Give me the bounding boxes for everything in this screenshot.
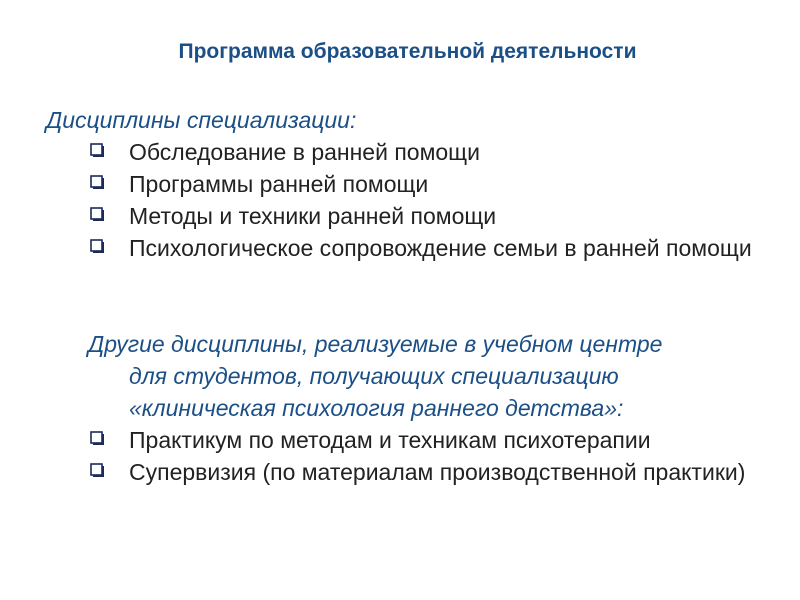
checkbox-bullet-icon <box>90 463 104 477</box>
list-item-text: Психологическое сопровождение семьи в ранней помощи <box>129 235 752 261</box>
section-heading-line: Другие дисциплины, реализуемые в учебном центре <box>88 331 663 357</box>
list-item <box>90 200 780 232</box>
section-heading-specialization: Дисциплины специализации: <box>46 107 357 133</box>
specialization-list <box>90 136 780 264</box>
list-item-text: Программы ранней помощи <box>129 171 429 197</box>
list-item <box>90 456 780 488</box>
section-heading-line: «клиническая психология раннего детства»: <box>129 395 624 421</box>
list-item-text: Методы и техники ранней помощи <box>129 203 497 229</box>
list-item-text: Супервизия (по материалам производственной практики) <box>129 459 746 485</box>
checkbox-bullet-icon <box>90 207 104 221</box>
section-heading-line: для студентов, получающих специализацию <box>129 363 619 389</box>
list-item <box>90 136 780 168</box>
checkbox-bullet-icon <box>90 431 104 445</box>
checkbox-bullet-icon <box>90 239 104 253</box>
section-heading-other-disciplines <box>88 328 778 424</box>
list-item-text: Обследование в ранней помощи <box>129 139 480 165</box>
list-item <box>90 232 780 264</box>
other-disciplines-list <box>90 424 780 488</box>
list-item <box>90 168 780 200</box>
list-item-text: Практикум по методам и техникам психотерапии <box>129 427 651 453</box>
slide-title: Программа образовательной деятельности <box>178 40 637 63</box>
list-item <box>90 424 780 456</box>
checkbox-bullet-icon <box>90 175 104 189</box>
checkbox-bullet-icon <box>90 143 104 157</box>
